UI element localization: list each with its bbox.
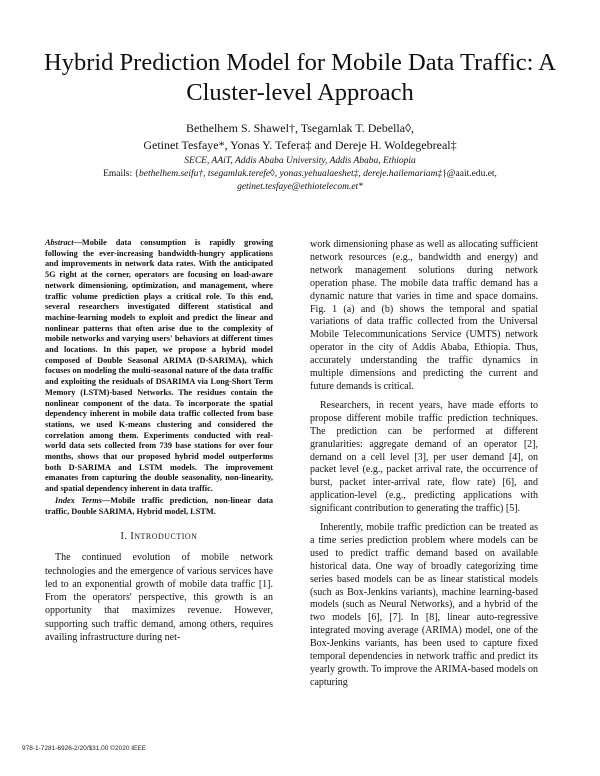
section-title-rest: NTRODUCTION <box>134 532 198 542</box>
paper-title: Hybrid Prediction Model for Mobile Data Traffic: A Cluster-level Approach <box>44 49 556 106</box>
abstract-text: —Mobile data consumption is rapidly growing following the ever-increasing bandwidth-hungry applications and improvements in network data rates. With the anticipated 5G right at the corner, operators are focusing on load-aware network dimensioning, optimization, and management, where traffic volume prediction plays a critical role. To this end, several researchers investigated different statistical and machine-learning models to exploit and predict the linear and nonlinear patterns that often arise due to the complexity of mobile networks and varying users' behaviors at different times and locations. In this paper, we propose a hybrid model composed of Double Seasonal ARIMA (D-SARIMA), which focuses on modeling the multi-seasonal nature of the data traffic and exploiting the residuals of DSARIMA via Long-Short Term Memory (LSTM)-based Networks. The residues contain the nonlinear component of the data. To incorporate the spatial dependency inherent in mobile data traffic collected from base stations, we used K-means clustering and considered the correlation among them. Experiments conducted with real-world data sets collected from 739 base stations for over four months, shows that our proposed hybrid model outperforms both D-SARIMA and LSTM models. The improvement emanates from capturing the double seasonality, non-linearity, and spatial dependency inherent in data traffic. <box>45 238 273 494</box>
author-line-2: Getinet Tesfaye*, Yonas Y. Tefera‡ and Dereje H. Woldegebreal‡ <box>143 138 457 152</box>
section-numeral: I. I <box>120 531 135 543</box>
email-domain: }@aait.edu.et, <box>442 169 497 179</box>
right-column <box>310 239 538 690</box>
abstract <box>45 238 273 495</box>
copyright-footer: 978-1-7281-6926-2/20/$31.00 ©2020 IEEE <box>22 745 147 752</box>
section-heading-introduction <box>45 530 273 543</box>
email-addresses-1: bethelhem.seifu†, tsegamlak.terefe◊, yonas.yehualaeshet‡, dereje.hailemariam‡ <box>139 169 443 179</box>
index-terms-label: Index Terms <box>55 495 102 505</box>
index-terms <box>45 496 273 517</box>
left-column <box>45 238 273 644</box>
right-paragraph-3: Inherently, mobile traffic prediction can be treated as a time series prediction problem where models can be used to predict traffic demand based on available historical data. One way of broadly categorizing time series based models can be as linear statistical models (such as Box-Jenkins variants), machine learning-based models (such as Neural Networks), and a hybrid of the two models [6], [7]. In [8], linear auto-regressive integrated moving average (ARIMA) model, one of the Box-Jenkins variants, has been used to capture fixed temporal dependencies in network traffic and predict its yearly growth. To improve the ARIMA-based models on capturing <box>310 522 538 688</box>
email-prefix: Emails: { <box>103 169 140 179</box>
email-line-1 <box>40 168 560 181</box>
right-paragraph-1: work dimensioning phase as well as allocating sufficient network resources (e.g., bandwidth and energy) and network management solutions during network operation phase. The mobile data traffic demand has a dynamic nature that varies in time and space domains. Fig. 1 (a) and (b) shows the temporal and spatial variations of data traffic collected from the Universal Mobile Telecommunications Service (UMTS) network operator in the city of Addis Ababa, Ethiopia. Thus, accurately understanding the traffic dynamics in multiple dimensions and predicting the current and future demands is critical. <box>310 239 538 392</box>
email-line-2: getinet.tesfaye@ethiotelecom.et* <box>237 182 363 192</box>
index-terms-text: —Mobile traffic prediction, non-linear data traffic, Double SARIMA, Hybrid model, LSTM. <box>45 495 274 516</box>
intro-paragraph-1: The continued evolution of mobile network technologies and the emergence of various services have led to an exponential growth of mobile data traffic [1]. From the operators' perspective, this growth is an opportunity that maximizes revenue. However, supporting such traffic demand, among others, requires availing infrastructure during net- <box>45 552 273 643</box>
email-block <box>40 168 560 194</box>
right-paragraph-2: Researchers, in recent years, have made efforts to propose different mobile traffic prediction techniques. The prediction can be performed at different granularities: aggregate demand of an operator [2], demand on a cell level [3], per user demand [4], on packet level (e.g., packet arrival rate, the occurrence of burst, packet inter-arrival rate, flow rate) [6], and application-level (e.g., predicting applications with significant contribution to generating the traffic) [5]. <box>310 399 538 515</box>
author-line-1: Bethelhem S. Shawel†, Tsegamlak T. Debella◊, <box>185 121 415 135</box>
affiliation: SECE, AAiT, Addis Ababa University, Addis Ababa, Ethiopia <box>184 156 416 166</box>
author-list <box>40 120 560 154</box>
abstract-label: Abstract <box>45 238 74 247</box>
